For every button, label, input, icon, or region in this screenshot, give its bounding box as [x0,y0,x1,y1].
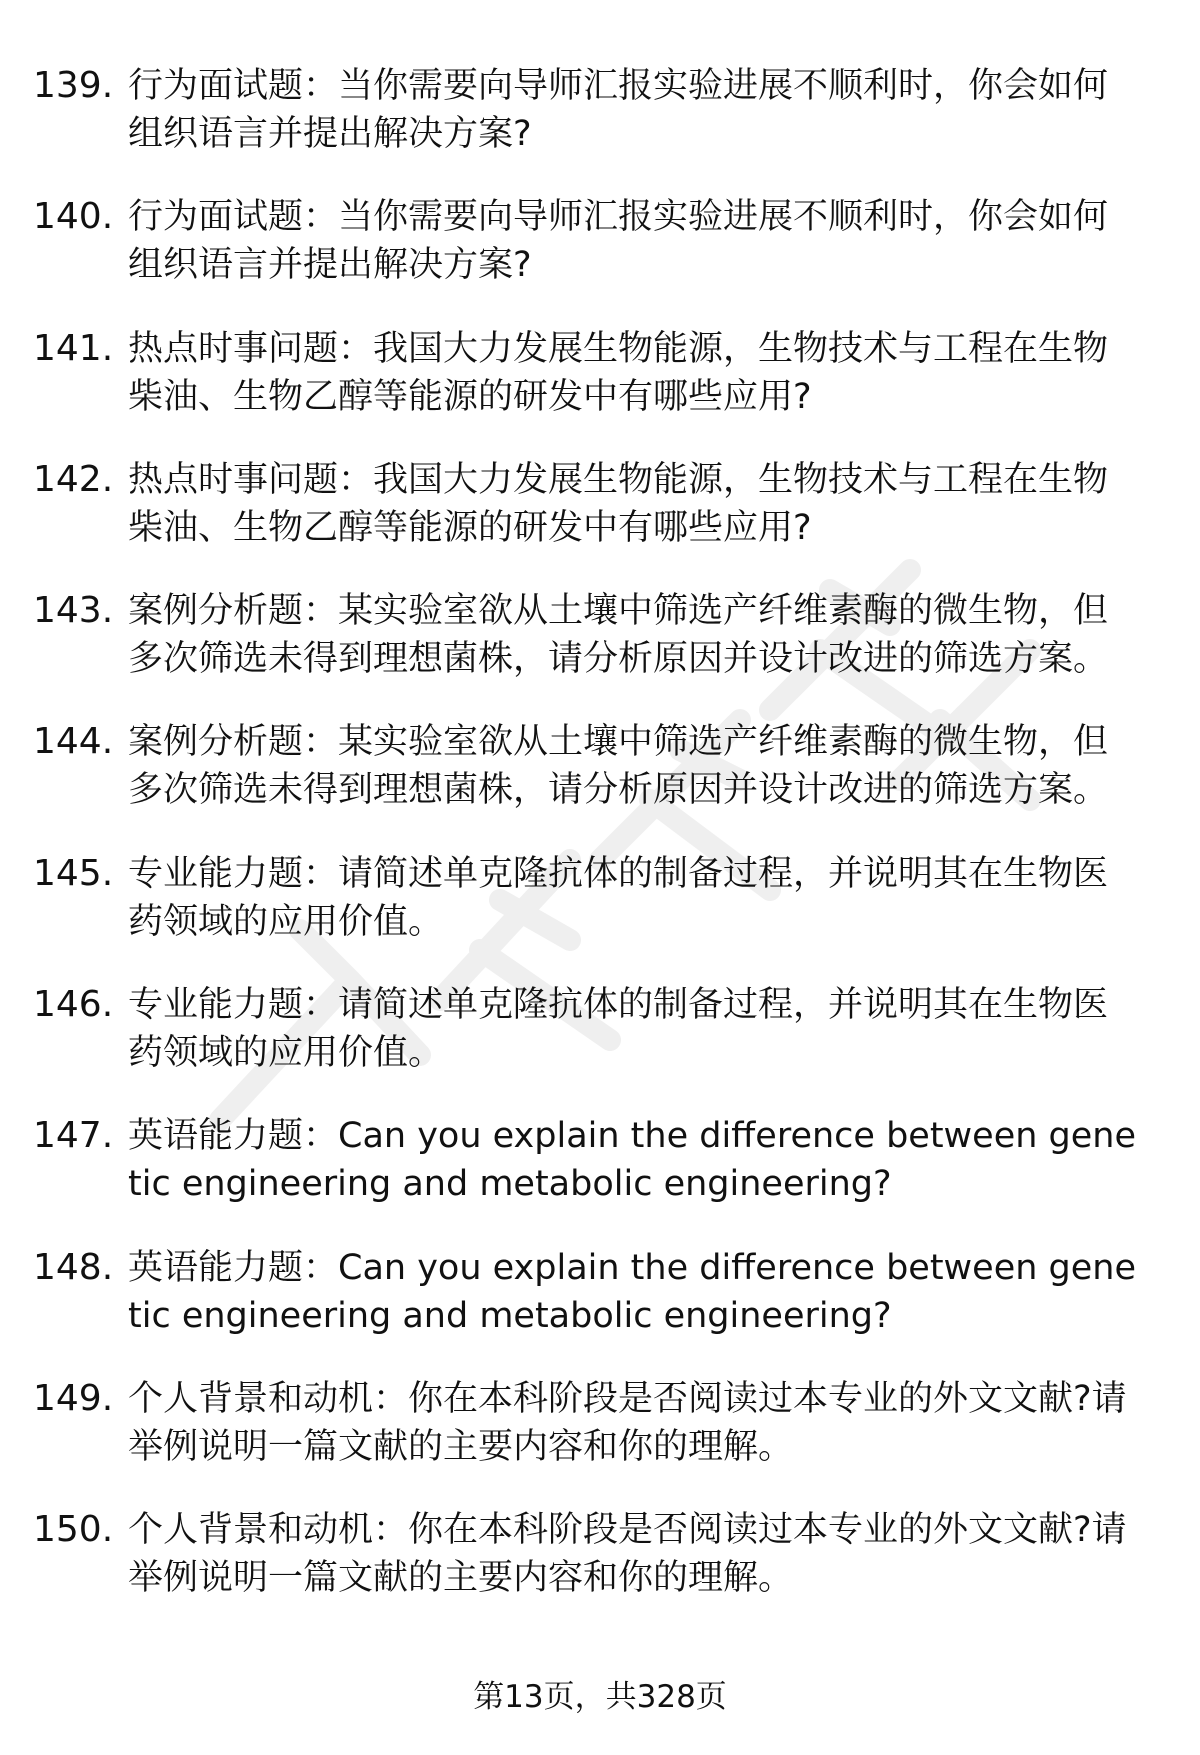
question-text: 个人背景和动机：你在本科阶段是否阅读过本专业的外文文献?请举例说明一篇文献的主要内容和你的理解。 [128,1510,1127,1599]
question-item [0,1375,1200,1506]
question-text: 个人背景和动机：你在本科阶段是否阅读过本专业的外文文献?请举例说明一篇文献的主要内容和你的理解。 [128,1378,1127,1467]
question-item [0,1112,1200,1243]
question-text: 案例分析题：某实验室欲从土壤中筛选产纤维素酶的微生物，但多次筛选未得到理想菌株，请分析原因并设计改进的筛选方案。 [128,722,1109,811]
question-number: 140. [33,196,114,238]
question-number: 148. [33,1246,114,1288]
question-item [0,456,1200,587]
question-item [0,718,1200,849]
question-text: 案例分析题：某实验室欲从土壤中筛选产纤维素酶的微生物，但多次筛选未得到理想菌株，请分析原因并设计改进的筛选方案。 [128,591,1109,680]
question-number: 149. [33,1377,114,1419]
question-text: 热点时事问题：我国大力发展生物能源，生物技术与工程在生物柴油、生物乙醇等能源的研发中有哪些应用? [128,328,1109,417]
question-text: 专业能力题：请简述单克隆抗体的制备过程，并说明其在生物医药领域的应用价值。 [128,853,1109,942]
question-text: 专业能力题：请简述单克隆抗体的制备过程，并说明其在生物医药领域的应用价值。 [128,985,1109,1074]
question-text: 行为面试题：当你需要向导师汇报实验进展不顺利时，你会如何组织语言并提出解决方案? [128,66,1109,154]
question-item [0,325,1200,456]
question-text: 热点时事问题：我国大力发展生物能源，生物技术与工程在生物柴油、生物乙醇等能源的研发中有哪些应用? [128,459,1109,548]
question-item [0,981,1200,1112]
question-number: 145. [33,852,114,894]
question-number: 147. [33,1115,114,1157]
question-text: 行为面试题：当你需要向导师汇报实验进展不顺利时，你会如何组织语言并提出解决方案? [128,197,1109,286]
question-number: 144. [33,721,114,763]
question-number: 139. [33,65,114,106]
question-text: 英语能力题：Can you explain the difference between genetic engineering and metabolic engineering? [128,1116,1137,1205]
question-number: 141. [33,327,114,369]
question-item [0,62,1200,193]
question-item [0,193,1200,324]
question-number: 146. [33,984,114,1026]
question-item [0,1506,1200,1637]
question-number: 142. [33,458,114,500]
question-number: 143. [33,590,114,632]
question-number: 150. [33,1509,114,1551]
question-list [0,62,1200,1638]
question-item [0,1244,1200,1375]
question-item [0,850,1200,981]
question-item [0,587,1200,718]
question-text: 英语能力题：Can you explain the difference between genetic engineering and metabolic engineering? [128,1247,1137,1336]
page-footer: 第13页，共328页 [473,1679,727,1715]
